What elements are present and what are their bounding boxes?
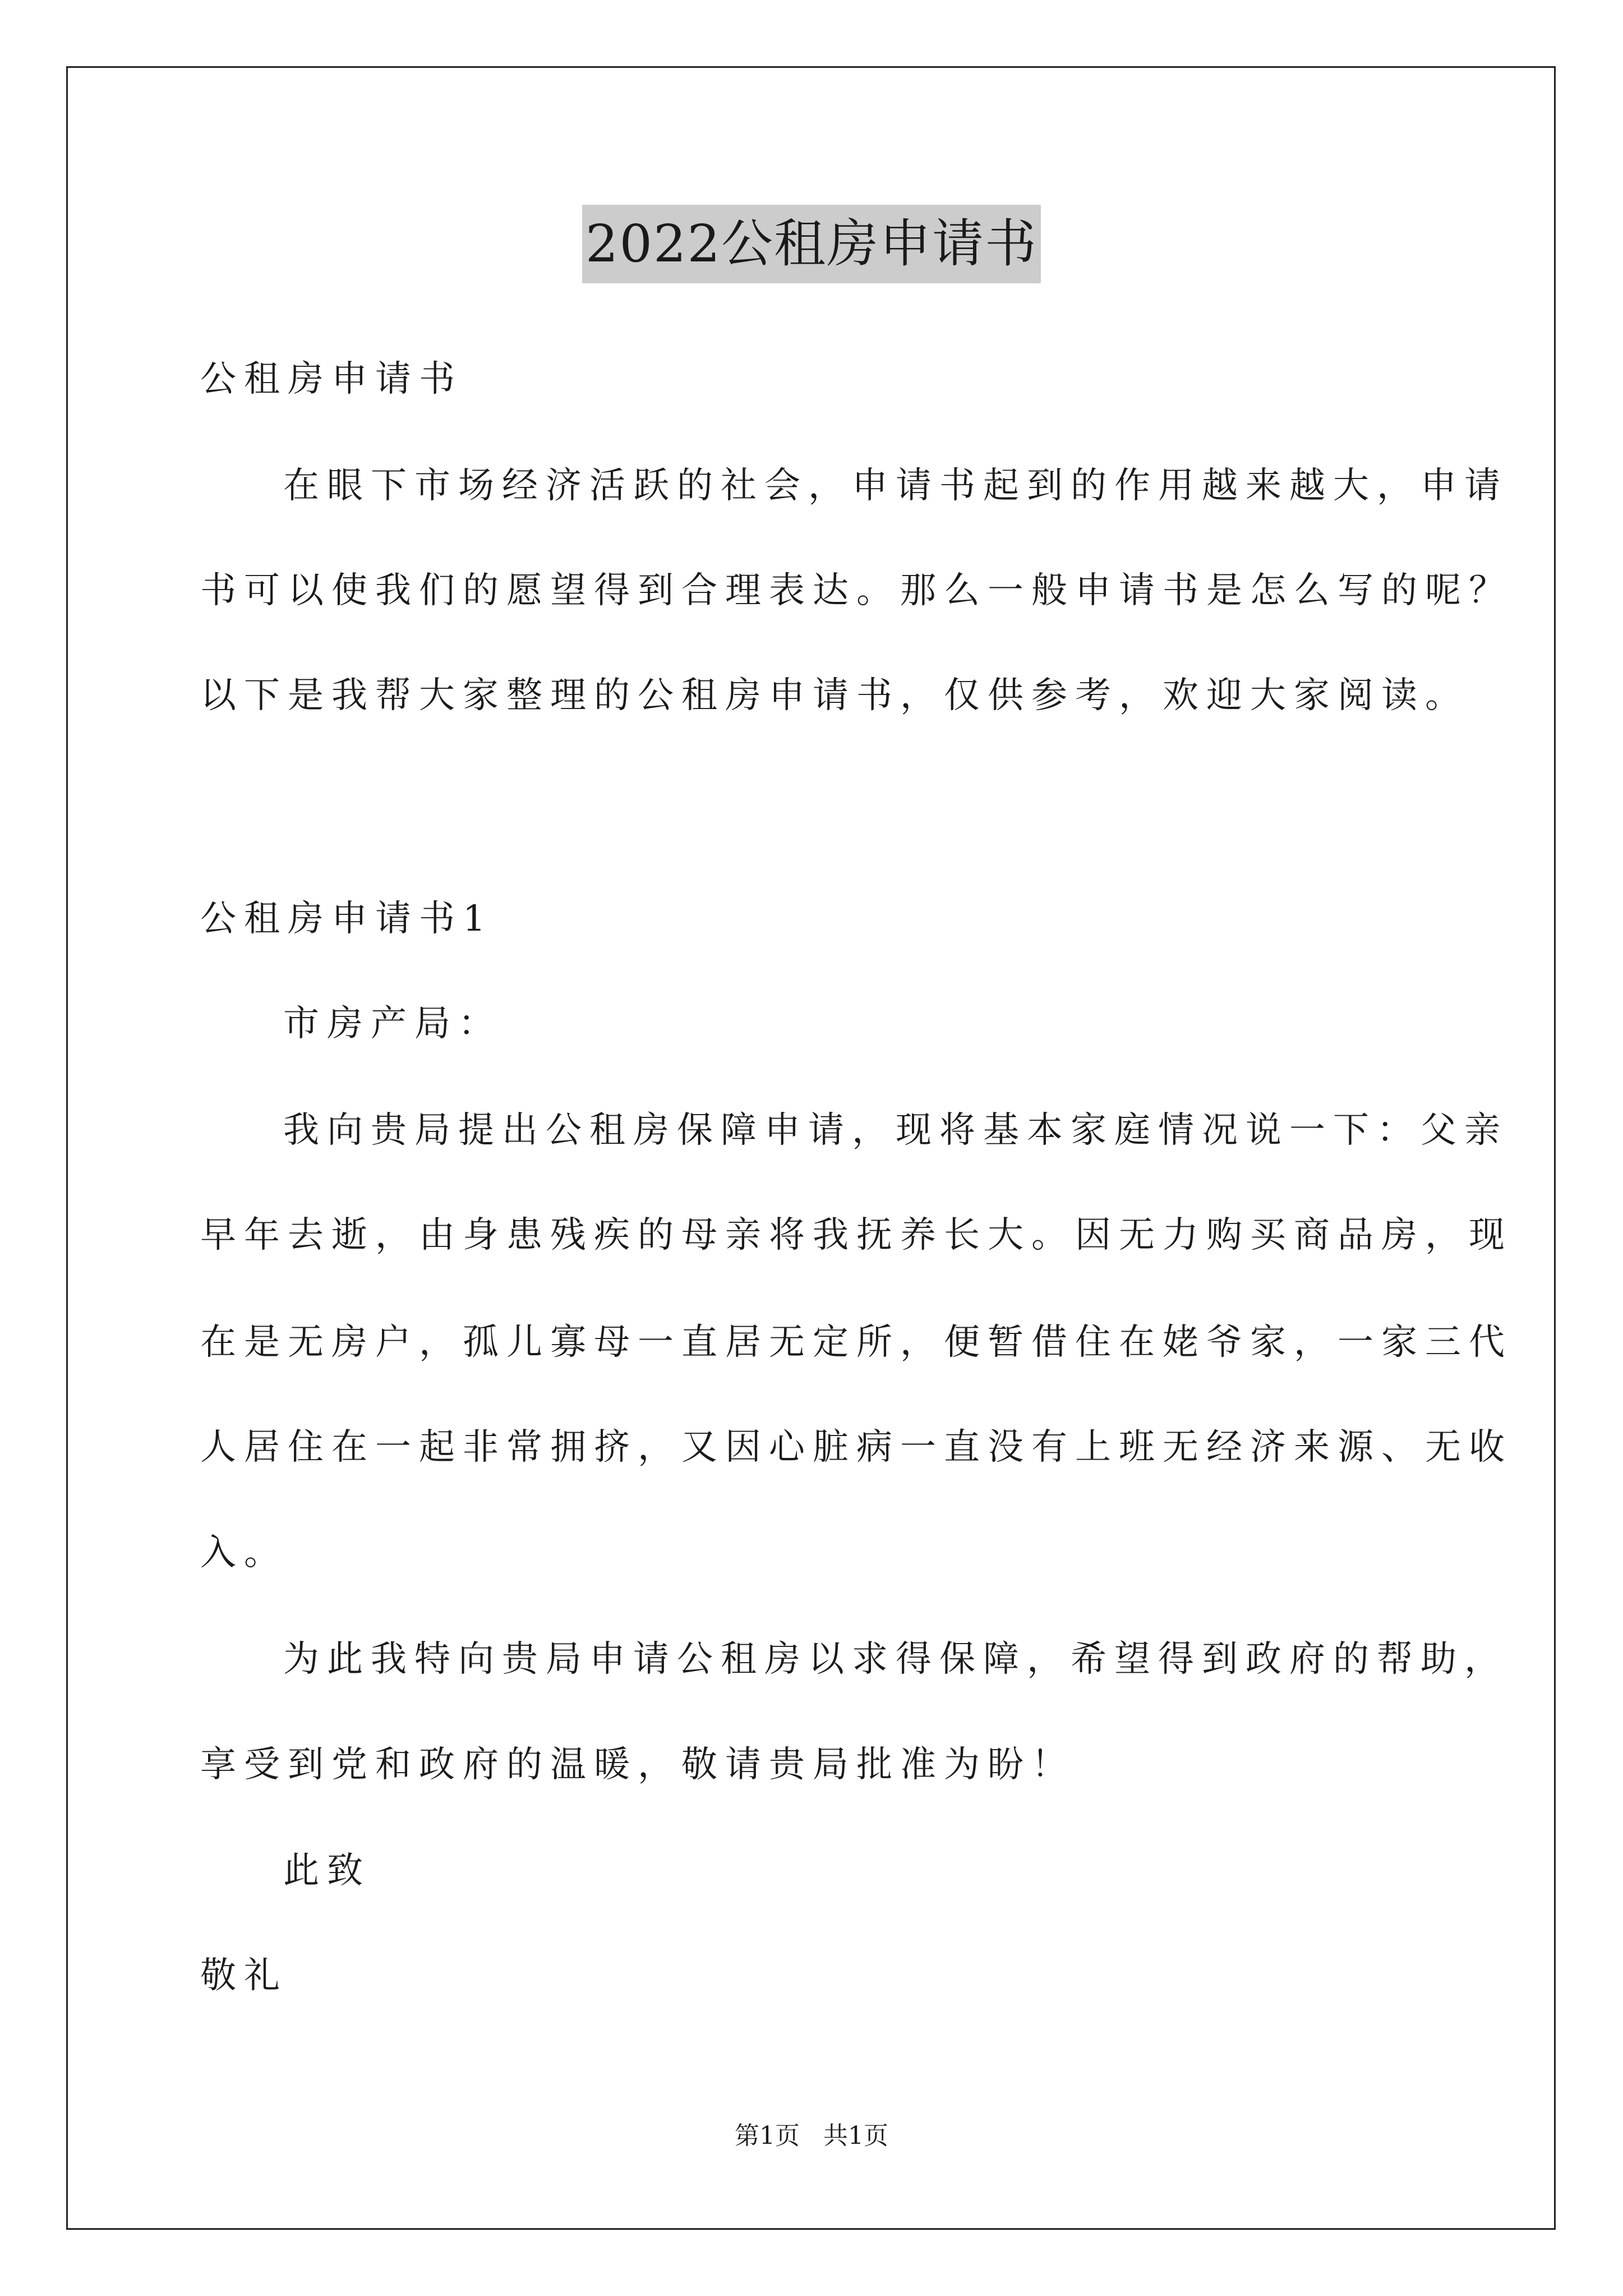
document-subtitle: 公租房申请书 — [200, 358, 463, 400]
body1-line-4: 人居住在一起非常拥挤，又因心脏病一直没有上班无经济来源、无收 — [200, 1427, 1513, 1468]
salutation: 市房产局： — [283, 1003, 502, 1045]
body1-line-2: 早年去逝，由身患残疾的母亲将我抚养长大。因无力购买商品房，现 — [200, 1214, 1513, 1256]
closing-ci-zhi: 此致 — [283, 1850, 371, 1892]
body2-line-1: 为此我特向贵局申请公租房以求得保障，希望得到政府的帮助， — [283, 1639, 1508, 1680]
intro-line-2: 书可以使我们的愿望得到合理表达。那么一般申请书是怎么写的呢？ — [200, 570, 1513, 611]
closing-jing-li: 敬礼 — [200, 1955, 288, 1996]
body1-line-1: 我向贵局提出公租房保障申请，现将基本家庭情况说一下：父亲 — [283, 1110, 1508, 1151]
intro-line-3: 以下是我帮大家整理的公租房申请书，仅供参考，欢迎大家阅读。 — [200, 675, 1469, 716]
page-total: 共1页 — [823, 2122, 888, 2150]
document-title: 2022公租房申请书 — [582, 205, 1041, 283]
page-number: 第1页 — [735, 2122, 800, 2150]
section-heading: 公租房申请书1 — [200, 898, 494, 940]
body1-line-3: 在是无房户，孤儿寡母一直居无定所，便暂借住在姥爷家，一家三代 — [200, 1322, 1513, 1363]
body1-line-5: 入。 — [200, 1532, 288, 1573]
page-footer — [0, 2119, 1623, 2153]
body2-line-2: 享受到党和政府的温暖，敬请贵局批准为盼！ — [200, 1744, 1075, 1786]
title-container — [0, 205, 1623, 283]
intro-line-1: 在眼下市场经济活跃的社会，申请书起到的作用越来越大，申请 — [283, 465, 1508, 507]
